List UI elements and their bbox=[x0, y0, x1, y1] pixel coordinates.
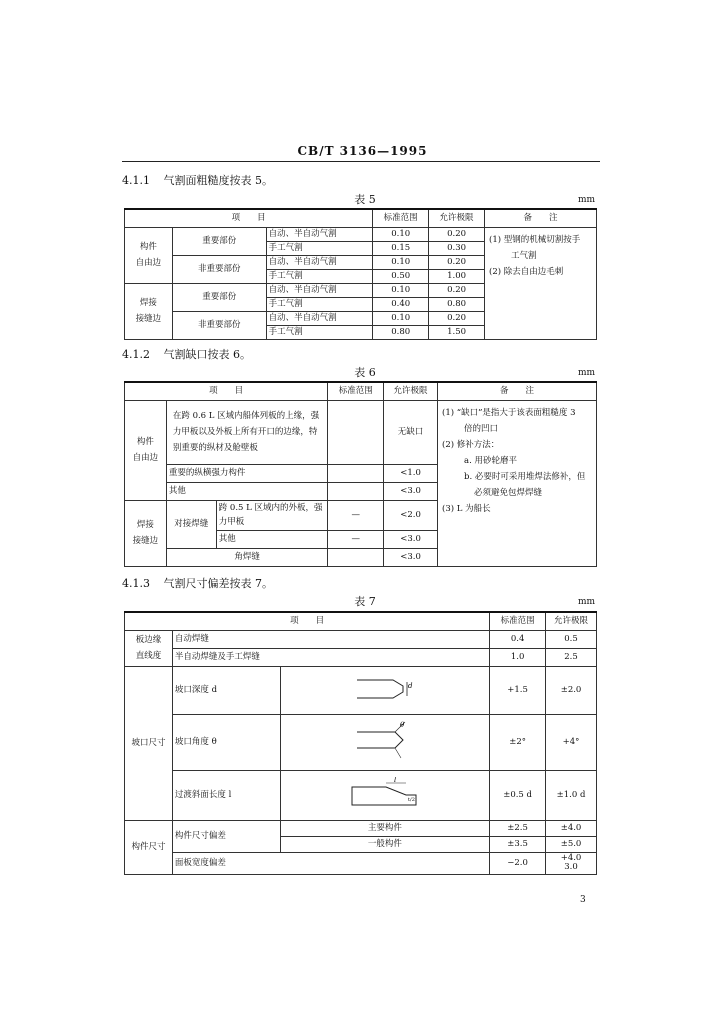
t5-std: 0.10 bbox=[373, 283, 429, 297]
t5-auto: 自动、半自动气割 bbox=[266, 311, 373, 325]
t6-lim: 无缺口 bbox=[384, 400, 438, 464]
clause-number: 4.1.3 bbox=[122, 577, 150, 590]
t7-semi-weld: 半自动焊缝及手工焊缝 bbox=[172, 648, 489, 666]
t5-lim: 0.20 bbox=[429, 283, 485, 297]
t7-lim: ±2.0 bbox=[546, 666, 597, 714]
transition-figure bbox=[350, 777, 420, 809]
clause-4-1-3 bbox=[122, 575, 273, 591]
t7-group-straightness: 板边缘 直线度 bbox=[125, 630, 173, 666]
t6-row-critical: 在跨 0.6 L 区域内船体列板的上缘，强力甲板以及外板上所有开口的边缘，特别重要的纵材及舱壁板 bbox=[166, 400, 327, 464]
t5-non-important: 非重要部份 bbox=[172, 311, 266, 339]
t7-lim-lower: 3.0 bbox=[564, 862, 578, 872]
t7-std: +1.5 bbox=[490, 666, 546, 714]
clause-4-1-1 bbox=[122, 172, 273, 188]
t6-remark-line: a. 用砂轮磨平 bbox=[464, 455, 517, 466]
table7-caption: 表 7 bbox=[354, 595, 376, 608]
t7-head-std: 标准范围 bbox=[490, 612, 546, 630]
t7-lim: 0.5 bbox=[546, 630, 597, 648]
page-number: 3 bbox=[580, 895, 586, 905]
t6-std bbox=[328, 482, 384, 500]
t7-lim: ±1.0 d bbox=[546, 770, 597, 820]
t5-auto: 自动、半自动气割 bbox=[266, 227, 373, 241]
t7-std: 0.4 bbox=[490, 630, 546, 648]
t7-bevel-angle: 坡口角度 θ bbox=[172, 714, 280, 770]
t6-row-other: 其他 bbox=[166, 482, 327, 500]
table-6 bbox=[124, 381, 597, 567]
t5-head-item: 项 目 bbox=[125, 209, 373, 227]
t7-transition: 过渡斜面长度 l bbox=[172, 770, 280, 820]
table6-unit: mm bbox=[578, 368, 596, 378]
t6-std: — bbox=[328, 530, 384, 548]
t6-butt-weld: 对接焊缝 bbox=[166, 500, 216, 548]
t5-lim: 0.20 bbox=[429, 227, 485, 241]
t5-lim: 0.20 bbox=[429, 311, 485, 325]
t6-std bbox=[328, 400, 384, 464]
clause-text: 气割缺口按表 6。 bbox=[163, 348, 251, 361]
t6-remarks bbox=[438, 400, 597, 566]
t7-fig-transition bbox=[280, 770, 490, 820]
t5-auto: 自动、半自动气割 bbox=[266, 283, 373, 297]
t7-std: 1.0 bbox=[490, 648, 546, 666]
t5-std: 0.50 bbox=[373, 269, 429, 283]
table-7 bbox=[124, 611, 597, 875]
t5-std: 0.10 bbox=[373, 311, 429, 325]
t7-lim: ±5.0 bbox=[546, 836, 597, 852]
t6-remark-line: (1) “缺口”是指大于该表面粗糙度 3 bbox=[442, 407, 576, 418]
t6-lim: <2.0 bbox=[384, 500, 438, 530]
t5-lim: 0.30 bbox=[429, 241, 485, 255]
t7-fig-depth bbox=[280, 666, 490, 714]
t7-head-lim: 允许极限 bbox=[546, 612, 597, 630]
t6-group-weld-edge: 焊接 接缝边 bbox=[125, 500, 167, 566]
t5-remark-line: 工气割 bbox=[511, 250, 537, 261]
t7-std: ±2.5 bbox=[490, 820, 546, 836]
clause-text: 气割面粗糙度按表 5。 bbox=[163, 174, 273, 187]
t5-head-lim: 允许极限 bbox=[429, 209, 485, 227]
t6-lim: <1.0 bbox=[384, 464, 438, 482]
t5-manual: 手工气割 bbox=[266, 269, 373, 283]
t6-head-remark: 备 注 bbox=[438, 382, 597, 400]
t7-general-member: 一般构件 bbox=[280, 836, 490, 852]
t7-std: ±3.5 bbox=[490, 836, 546, 852]
table-5 bbox=[124, 208, 597, 340]
table5-unit: mm bbox=[578, 195, 596, 205]
page-header: CB/T 3136—1995 bbox=[297, 144, 428, 158]
t5-manual: 手工气割 bbox=[266, 241, 373, 255]
t7-fig-angle bbox=[280, 714, 490, 770]
bevel-angle-figure bbox=[355, 720, 415, 760]
t6-std bbox=[328, 464, 384, 482]
t5-manual: 手工气割 bbox=[266, 325, 373, 339]
t6-std bbox=[328, 548, 384, 566]
t6-remark-line: 倍的凹口 bbox=[464, 423, 499, 434]
t6-std: — bbox=[328, 500, 384, 530]
t6-lim: <3.0 bbox=[384, 548, 438, 566]
t6-remark-line: 必须避免包焊焊缝 bbox=[474, 487, 543, 498]
t6-row-other: 其他 bbox=[216, 530, 328, 548]
t5-lim: 0.80 bbox=[429, 297, 485, 311]
t6-row-strength: 重要的纵横强力构件 bbox=[166, 464, 327, 482]
t6-lim: <3.0 bbox=[384, 530, 438, 548]
table6-caption: 表 6 bbox=[354, 366, 376, 379]
t5-important: 重要部份 bbox=[172, 227, 266, 255]
t5-remark-line: (1) 型钢的机械切割按手 bbox=[489, 234, 581, 245]
t5-important: 重要部份 bbox=[172, 283, 266, 311]
t6-group-free-edge: 构件 自由边 bbox=[125, 400, 167, 500]
t6-lim: <3.0 bbox=[384, 482, 438, 500]
t5-auto: 自动、半自动气割 bbox=[266, 255, 373, 269]
t7-std: −2.0 bbox=[490, 852, 546, 874]
t5-std: 0.10 bbox=[373, 227, 429, 241]
t6-head-std: 标准范围 bbox=[328, 382, 384, 400]
fig-label-d: d bbox=[407, 682, 413, 690]
clause-4-1-2 bbox=[122, 346, 251, 362]
t5-manual: 手工气割 bbox=[266, 297, 373, 311]
t7-face-width: 面板宽度偏差 bbox=[172, 852, 489, 874]
table7-unit: mm bbox=[578, 597, 596, 607]
t5-group-weld-edge: 焊接 接缝边 bbox=[125, 283, 173, 339]
t6-remark-line: (3) L 为船长 bbox=[442, 503, 491, 514]
table5-caption: 表 5 bbox=[354, 193, 376, 206]
t5-std: 0.15 bbox=[373, 241, 429, 255]
t7-group-member: 构件尺寸 bbox=[125, 820, 173, 874]
t5-lim: 0.20 bbox=[429, 255, 485, 269]
t5-lim: 1.00 bbox=[429, 269, 485, 283]
t5-std: 0.10 bbox=[373, 255, 429, 269]
t7-std: ±0.5 d bbox=[490, 770, 546, 820]
t7-lim bbox=[546, 852, 597, 874]
t6-row-outer-plate: 跨 0.5 L 区域内的外板，强力甲板 bbox=[216, 500, 328, 530]
clause-number: 4.1.2 bbox=[122, 348, 150, 361]
t5-remarks bbox=[485, 227, 597, 339]
t7-lim: ±4.0 bbox=[546, 820, 597, 836]
bevel-depth-figure bbox=[355, 674, 415, 702]
fig-label-t: t/2 bbox=[407, 797, 415, 803]
t7-head-item: 项 目 bbox=[125, 612, 490, 630]
t5-lim: 1.50 bbox=[429, 325, 485, 339]
clause-number: 4.1.1 bbox=[122, 174, 150, 187]
t7-bevel-depth: 坡口深度 d bbox=[172, 666, 280, 714]
clause-text: 气割尺寸偏差按表 7。 bbox=[163, 577, 273, 590]
t6-head-item: 项 目 bbox=[125, 382, 328, 400]
t7-auto-weld: 自动焊缝 bbox=[172, 630, 489, 648]
t7-std: ±2° bbox=[490, 714, 546, 770]
t5-head-remark: 备 注 bbox=[485, 209, 597, 227]
t7-main-member: 主要构件 bbox=[280, 820, 490, 836]
t7-member-deviation: 构件尺寸偏差 bbox=[172, 820, 280, 852]
fig-label-l: l bbox=[393, 777, 397, 784]
t6-remark-line: (2) 修补方法： bbox=[442, 439, 500, 450]
t7-lim-upper: +4.0 bbox=[560, 853, 582, 863]
t5-group-free-edge: 构件 自由边 bbox=[125, 227, 173, 283]
t6-head-lim: 允许极限 bbox=[384, 382, 438, 400]
t6-remark-line: b. 必要时可采用堆焊法修补，但 bbox=[464, 471, 586, 482]
t5-non-important: 非重要部份 bbox=[172, 255, 266, 283]
fig-label-theta: θ bbox=[399, 721, 405, 729]
t7-lim: 2.5 bbox=[546, 648, 597, 666]
t5-std: 0.80 bbox=[373, 325, 429, 339]
t7-lim: +4° bbox=[546, 714, 597, 770]
t5-std: 0.40 bbox=[373, 297, 429, 311]
t5-remark-line: (2) 除去自由边毛刺 bbox=[489, 266, 564, 277]
t6-row-fillet: 角焊缝 bbox=[166, 548, 327, 566]
t7-group-bevel: 坡口尺寸 bbox=[125, 666, 173, 820]
t5-head-std: 标准范围 bbox=[373, 209, 429, 227]
header-rule bbox=[122, 161, 600, 162]
